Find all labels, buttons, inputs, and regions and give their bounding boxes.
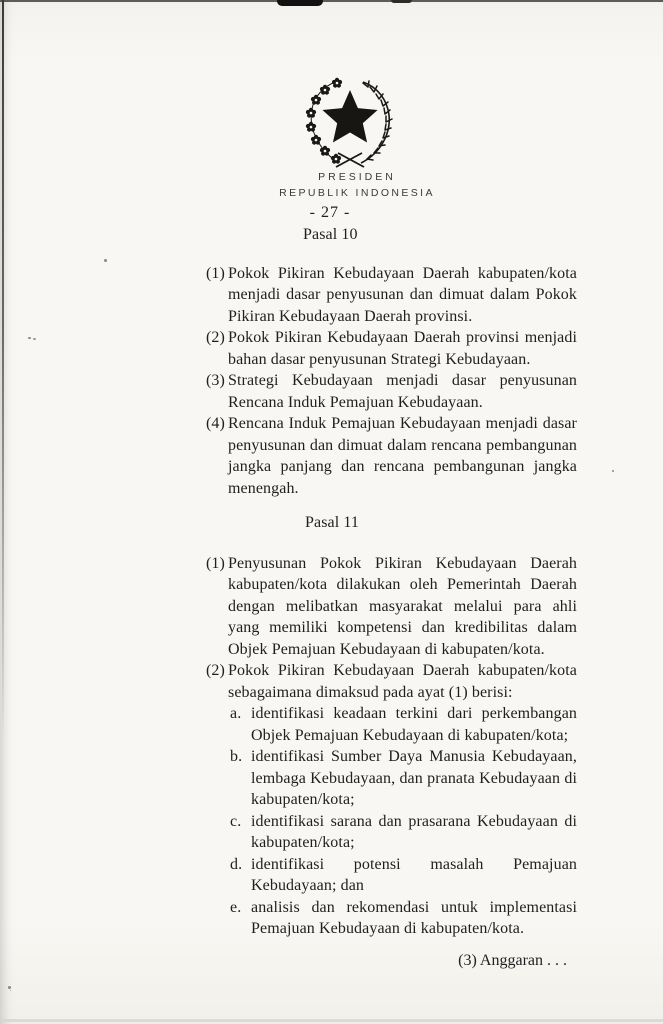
- scan-artifact-left-edge: [2, 0, 4, 740]
- list-item: [206, 413, 577, 499]
- sub-list-item: [230, 854, 577, 897]
- letterhead: [279, 171, 435, 199]
- subitem-text: analisis dan rekomendasi untuk implementasi Pemajuan Kebudayaan di kabupaten/kota.: [251, 898, 577, 937]
- scan-artifact-bottom-band: [0, 1019, 663, 1022]
- subitem-text: identifikasi keadaan terkini dari perkembangan Objek Pemajuan Kebudayaan di kabupaten/kota;: [251, 705, 577, 744]
- subitem-text: identifikasi sarana dan prasarana Kebudayaan di kabupaten/kota;: [251, 812, 577, 851]
- list-item: [206, 553, 577, 661]
- subitem-marker: e.: [230, 898, 242, 916]
- scan-artifact-top-tick: [391, 0, 412, 3]
- list-item: [206, 327, 577, 370]
- item-marker: (1): [206, 264, 225, 282]
- subitem-marker: a.: [230, 705, 242, 722]
- item-text: Pokok Pikiran Kebudayaan Daerah kabupaten/kota sebagaimana dimaksud pada ayat (1) berisi:: [228, 662, 577, 701]
- item-text: Pokok Pikiran Kebudayaan Daerah kabupaten/kota menjadi dasar penyusunan dan dimuat dalam Pokok Pikiran Kebudayaan Daerah provinsi.: [228, 264, 577, 325]
- section-heading-pasal-11: Pasal 11: [305, 514, 359, 531]
- list-item: [206, 370, 577, 413]
- page-number: - 27 -: [309, 204, 351, 221]
- scan-speck: [612, 470, 614, 472]
- scan-speck: [104, 259, 107, 262]
- sub-list-item: [230, 811, 577, 854]
- list-item: [206, 263, 577, 328]
- item-marker: (3): [206, 372, 225, 389]
- item-marker: (2): [206, 662, 225, 679]
- item-text: Rencana Induk Pemajuan Kebudayaan menjadi dasar penyusunan dan dimuat dalam rencana pembangunan jangka panjang dan rencana pembangunan jangka menengah.: [228, 415, 577, 497]
- sub-list-item: [230, 703, 577, 746]
- sub-list-item: [230, 746, 577, 811]
- subitem-marker: d.: [230, 855, 243, 873]
- item-marker: (2): [206, 329, 225, 346]
- scan-speck: [8, 986, 11, 989]
- sub-list-item: [230, 897, 577, 940]
- scan-artifact-top-line: [0, 0, 663, 2]
- item-marker: (4): [206, 415, 225, 432]
- subitem-text: identifikasi potensi masalah Pemajuan Kebudayaan; dan: [251, 855, 577, 894]
- scan-speck: [28, 337, 31, 339]
- presidential-emblem-icon: [299, 77, 403, 169]
- document-body: [206, 224, 577, 940]
- section-heading-pasal-10: Pasal 10: [303, 226, 358, 243]
- sub-list: [230, 703, 577, 940]
- list-item: [206, 660, 577, 703]
- scan-artifact-top-blob: [277, 0, 323, 6]
- subitem-marker: b.: [230, 748, 243, 765]
- letterhead-republik-indonesia: REPUBLIK INDONESIA: [279, 186, 435, 199]
- item-text: Strategi Kebudayaan menjadi dasar penyusunan Rencana Induk Pemajuan Kebudayaan.: [228, 372, 577, 411]
- item-marker: (1): [206, 554, 225, 572]
- subitem-marker: c.: [230, 812, 242, 830]
- item-text: Pokok Pikiran Kebudayaan Daerah provinsi menjadi bahan dasar penyusunan Strategi Kebudayaan.: [228, 329, 577, 368]
- item-text: Penyusunan Pokok Pikiran Kebudayaan Daerah kabupaten/kota dilakukan oleh Pemerintah Daerah dengan melibatkan masyarakat melalui para ahli yang memiliki kompetensi dan kredibilitas dalam Objek Pemajuan Kebudayaan di kabupaten/kota.: [228, 554, 577, 658]
- letterhead-presiden: PRESIDEN: [318, 171, 396, 183]
- catchword: (3) Anggaran . . .: [458, 952, 567, 969]
- subitem-text: identifikasi Sumber Daya Manusia Kebudayaan, lembaga Kebudayaan, dan pranata Kebudayaan di kabupaten/kota;: [251, 748, 577, 808]
